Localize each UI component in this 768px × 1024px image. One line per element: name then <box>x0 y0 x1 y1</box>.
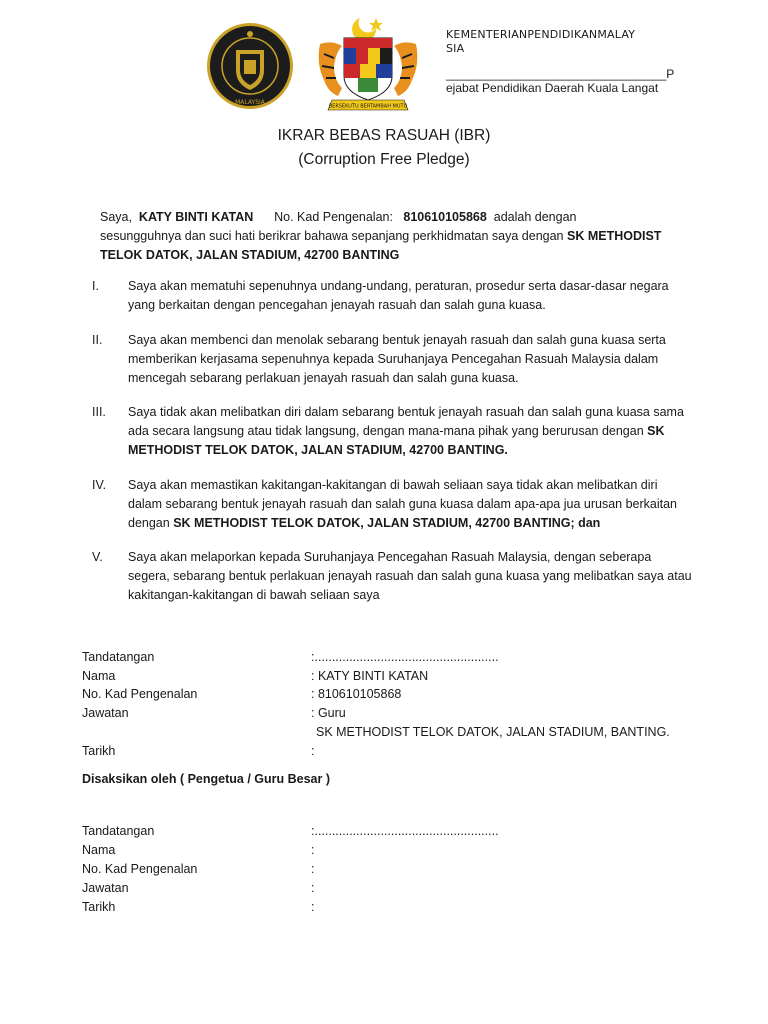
pledge-body: Saya tidak akan melibatkan diri dalam sebarang bentuk jenayah rasuah dan salah guna kuasa sama ada secara langsung atau tidak langsung, dengan mana-mana pihak yang berurusan dengan <box>128 405 684 438</box>
witness-ic-field[interactable]: : <box>311 862 315 876</box>
pledge-text: Saya akan mematuhi sepenuhnya undang-undang, peraturan, prosedur serta dasar-dasar negara yang berkaitan dengan pencegahan jenayah rasuah dan salah guna kuasa. <box>128 279 669 312</box>
pledge-text <box>128 403 692 460</box>
pledge-item <box>92 403 692 460</box>
signer-date-field[interactable]: : <box>311 744 315 758</box>
pledge-item <box>92 331 692 388</box>
address-line: _________________________________P <box>446 67 675 81</box>
pledge-item <box>92 548 692 605</box>
pledge-number: I. <box>92 279 99 293</box>
witness-position-field[interactable]: : <box>311 881 315 895</box>
intro-adalah: adalah dengan <box>493 210 577 224</box>
document-title: IKRAR BEBAS RASUAH (IBR) <box>277 127 491 144</box>
sprm-emblem-icon <box>206 22 294 110</box>
witness-ic-label: No. Kad Pengenalan <box>82 862 198 876</box>
signer-signature-label: Tandatangan <box>82 650 155 664</box>
coat-of-arms-motto: BERSEKUTU BERTAMBAH MUTU <box>328 103 408 110</box>
pledge-item <box>92 277 692 315</box>
ministry-header <box>446 28 686 95</box>
pledge-text: Saya akan membenci dan menolak sebarang bentuk jenayah rasuah dan salah guna kuasa serta memberikan kerjasama sepenuhnya kepada Suruhanjaya Pencegahan Rasuah Malaysia dalam mencegah sebarang perlakuan jenayah rasuah dan salah guna kuasa. <box>128 333 666 385</box>
pledge-item <box>92 476 692 533</box>
intro-school-b: TELOK DATOK, JALAN STADIUM, 42700 BANTING <box>100 248 400 262</box>
pledge-number: II. <box>92 333 103 347</box>
intro-paragraph <box>100 208 690 265</box>
district-office: ejabat Pendidikan Daerah Kuala Langat <box>446 81 659 95</box>
witness-date-label: Tarikh <box>82 900 116 914</box>
signer-date-label: Tarikh <box>82 744 116 758</box>
signer-ic-value: : 810610105868 <box>311 687 402 701</box>
signer-signature-field[interactable]: :..................................................... <box>311 650 499 664</box>
intro-ic-value: 810610105868 <box>403 210 487 224</box>
witness-heading: Disaksikan oleh ( Pengetua / Guru Besar ) <box>82 772 330 786</box>
witness-date-field[interactable]: : <box>311 900 315 914</box>
pledge-number: V. <box>92 550 103 564</box>
pledge-school: SK METHODIST TELOK DATOK, JALAN STADIUM, 42700 BANTING; dan <box>173 516 601 530</box>
pledge-text <box>128 476 692 533</box>
witness-signature-field[interactable]: :..................................................... <box>311 824 499 838</box>
ministry-name: KEMENTERIANPENDIDIKANMALAY <box>446 28 636 41</box>
intro-name: KATY BINTI KATAN <box>138 210 254 224</box>
witness-name-field[interactable]: : <box>311 843 315 857</box>
intro-line2: sesungguhnya dan suci hati berikrar bahawa sepanjang perkhidmatan saya dengan <box>100 229 564 243</box>
intro-saya: Saya, <box>100 210 132 224</box>
document-subtitle: (Corruption Free Pledge) <box>298 151 470 168</box>
signer-position-value: : Guru <box>311 706 346 720</box>
pledge-school: SK METHODIST TELOK DATOK, JALAN STADIUM, 42700 BANTING. <box>128 424 665 457</box>
signer-name-value: : KATY BINTI KATAN <box>311 669 429 683</box>
ministry-name-cont: SIA <box>446 42 465 55</box>
pledge-body: Saya akan memastikan kakitangan-kakitangan di bawah seliaan saya tidak akan melibatkan diri dalam sebarang bentuk jenayah rasuah dan salah guna kuasa dalam apa-apa jua urusan berkaitan dengan <box>128 478 677 530</box>
signer-ic-label: No. Kad Pengenalan <box>82 687 198 701</box>
pledge-number: IV. <box>92 478 107 492</box>
witness-signature-label: Tandatangan <box>82 824 155 838</box>
svg-text:MALAYSIA: MALAYSIA <box>235 99 265 106</box>
signer-position-label: Jawatan <box>82 706 129 720</box>
signer-school-line: SK METHODIST TELOK DATOK, JALAN STADIUM, BANTING. <box>316 725 670 739</box>
witness-position-label: Jawatan <box>82 881 129 895</box>
pledge-number: III. <box>92 405 106 419</box>
malaysia-coat-of-arms-icon <box>312 14 424 114</box>
intro-ic-label: No. Kad Pengenalan: <box>274 210 393 224</box>
signer-name-label: Nama <box>82 669 116 683</box>
intro-school-a: SK METHODIST <box>567 229 662 243</box>
witness-name-label: Nama <box>82 843 116 857</box>
pledge-text: Saya akan melaporkan kepada Suruhanjaya Pencegahan Rasuah Malaysia, dengan seberapa segera, sebarang bentuk perlakuan jenayah rasuah dan salah guna kuasa yang melibatkan saya atau kakitangan-kakitangan di bawah seliaan saya <box>128 550 692 602</box>
